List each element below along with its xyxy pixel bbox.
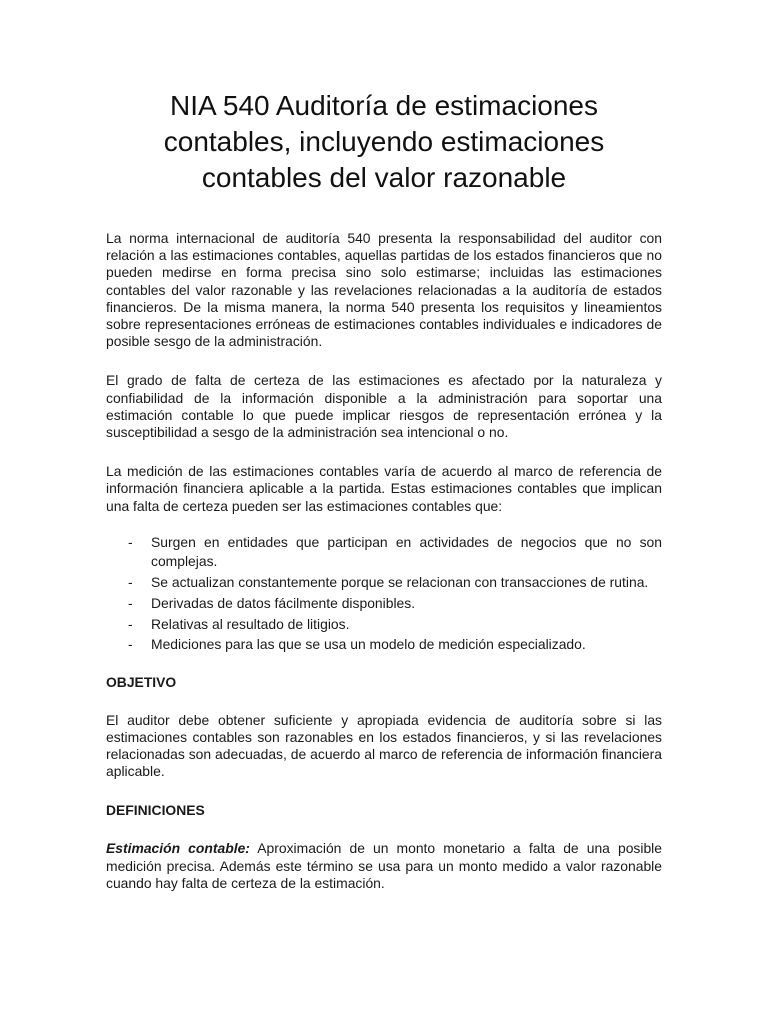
- list-item: [106, 533, 662, 572]
- definition-paragraph: [106, 840, 662, 892]
- objective-heading: OBJETIVO: [106, 673, 177, 690]
- bullet-dash: -: [128, 636, 133, 653]
- definition-text: Aproximación de un monto monetario a falta de una posible medición precisa. Además este término se usa para un monto medido a valor razonable cuando hay falta de certeza de la estimación.: [106, 840, 662, 891]
- list-item-text: Relativas al resultado de litigios.: [151, 615, 350, 632]
- list-item: [106, 635, 662, 654]
- list-item: [106, 615, 662, 634]
- list-item-text: Surgen en entidades que participan en actividades de negocios que no son complejas.: [151, 533, 662, 570]
- bullet-dash: -: [128, 594, 133, 611]
- objective-paragraph: El auditor debe obtener suficiente y apropiada evidencia de auditoría sobre si las estimaciones contables son razonables en los estados financieros, y si las revelaciones relacionadas son adecuadas, de acuerdo al marco de referencia de información financiera aplicable.: [106, 711, 662, 780]
- list-item-text: Mediciones para las que se usa un modelo de medición especializado.: [151, 636, 586, 653]
- document-title: NIA 540 Auditoría de estimaciones contables, incluyendo estimaciones contables del valor razonable: [163, 90, 605, 193]
- list-item: [106, 594, 662, 613]
- bullet-dash: -: [128, 573, 133, 590]
- bullet-dash: -: [128, 533, 133, 550]
- list-item: [106, 573, 662, 592]
- measurement-paragraph: La medición de las estimaciones contables varía de acuerdo al marco de referencia de información financiera aplicable a la partida. Estas estimaciones contables que implican una falta de certeza pueden ser las estimaciones contables que:: [106, 463, 662, 514]
- list-item-text: Derivadas de datos fácilmente disponibles.: [151, 594, 416, 611]
- bullet-dash: -: [128, 615, 133, 632]
- list-item-text: Se actualizan constantemente porque se relacionan con transacciones de rutina.: [151, 573, 649, 590]
- definitions-heading: DEFINICIONES: [106, 802, 205, 819]
- intro-paragraph: La norma internacional de auditoría 540 presenta la responsabilidad del auditor con relación a las estimaciones contables, aquellas partidas de los estados financieros que no pueden medirse en forma precisa sino solo estimarse; incluidas las estimaciones contables del valor razonable y las revelaciones relacionadas a la auditoría de estados financieros. De la misma manera, la norma 540 presenta los requisitos y lineamientos sobre representaciones erróneas de estimaciones contables individuales e indicadores de posible sesgo de la administración.: [106, 230, 662, 350]
- estimates-list: [106, 533, 662, 655]
- uncertainty-paragraph: El grado de falta de certeza de las estimaciones es afectado por la naturaleza y confiabilidad de la información disponible a la administración para soportar una estimación contable lo que puede implicar riesgos de representación errónea y la susceptibilidad a sesgo de la administración sea intencional o no.: [106, 372, 662, 441]
- definition-term: Estimación contable:: [106, 840, 250, 857]
